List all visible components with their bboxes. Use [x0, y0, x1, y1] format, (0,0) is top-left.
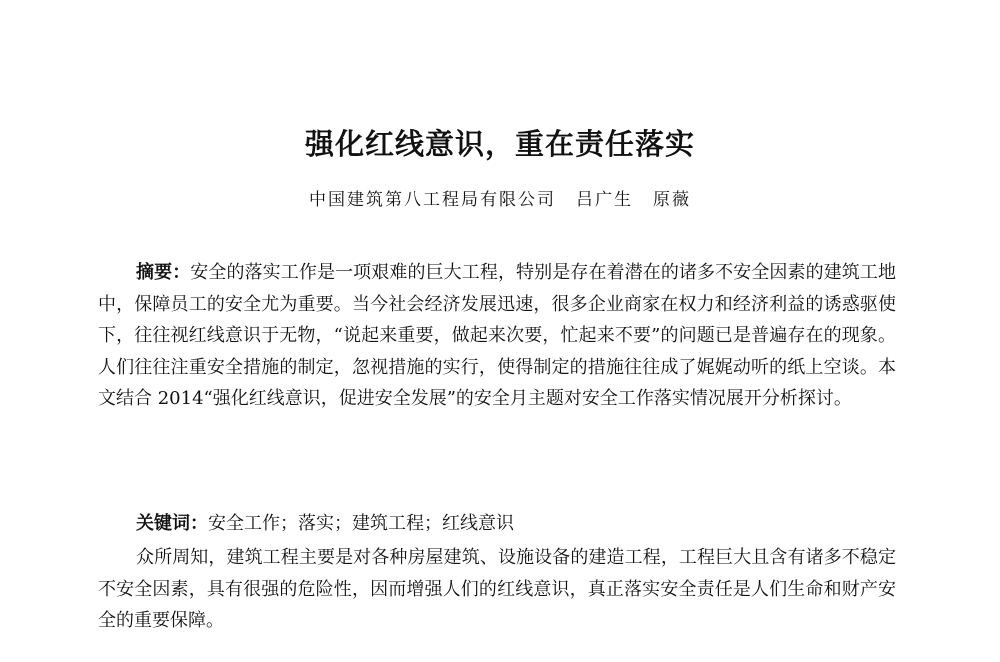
abstract-label: 摘要： — [136, 262, 191, 283]
keywords-text: 安全工作；落实；建筑工程；红线意识 — [208, 513, 514, 534]
byline — [0, 185, 1000, 210]
keywords-paragraph — [98, 508, 896, 540]
author-name: 原薇 — [653, 190, 691, 210]
abstract-paragraph — [98, 257, 896, 415]
paper-title: 强化红线意识，重在责任落实 — [304, 127, 695, 161]
abstract-text: 安全的落实工作是一项艰难的巨大工程，特别是存在着潜在的诸多不安全因素的建筑工地中，保障员工的安全尤为重要。当今社会经济发展迅速，很多企业商家在权力和经济利益的诱惑驱使下，往往视红线意识于无物，“说起来重要，做起来次要，忙起来不要”的问题已是普遍存在的现象。人们往往注重安全措施的制定，忽视措施的实行，使得制定的措施往往成了娓娓动听的纸上空谈。本文结合 2014“强化红线意识，促进安全发展”的安全月主题对安全工作落实情况展开分析探讨。 — [98, 262, 897, 410]
intro-paragraph: 众所周知，建筑工程主要是对各种房屋建筑、设施设备的建造工程，工程巨大且含有诸多不稳定不安全因素，具有很强的危险性，因而增强人们的红线意识，真正落实安全责任是人们生命和财产安全的重要保障。 — [98, 547, 896, 632]
keywords-label: 关键词： — [136, 513, 208, 534]
author-name: 吕广生 — [576, 190, 633, 210]
author-organization: 中国建筑第八工程局有限公司 — [309, 190, 556, 210]
